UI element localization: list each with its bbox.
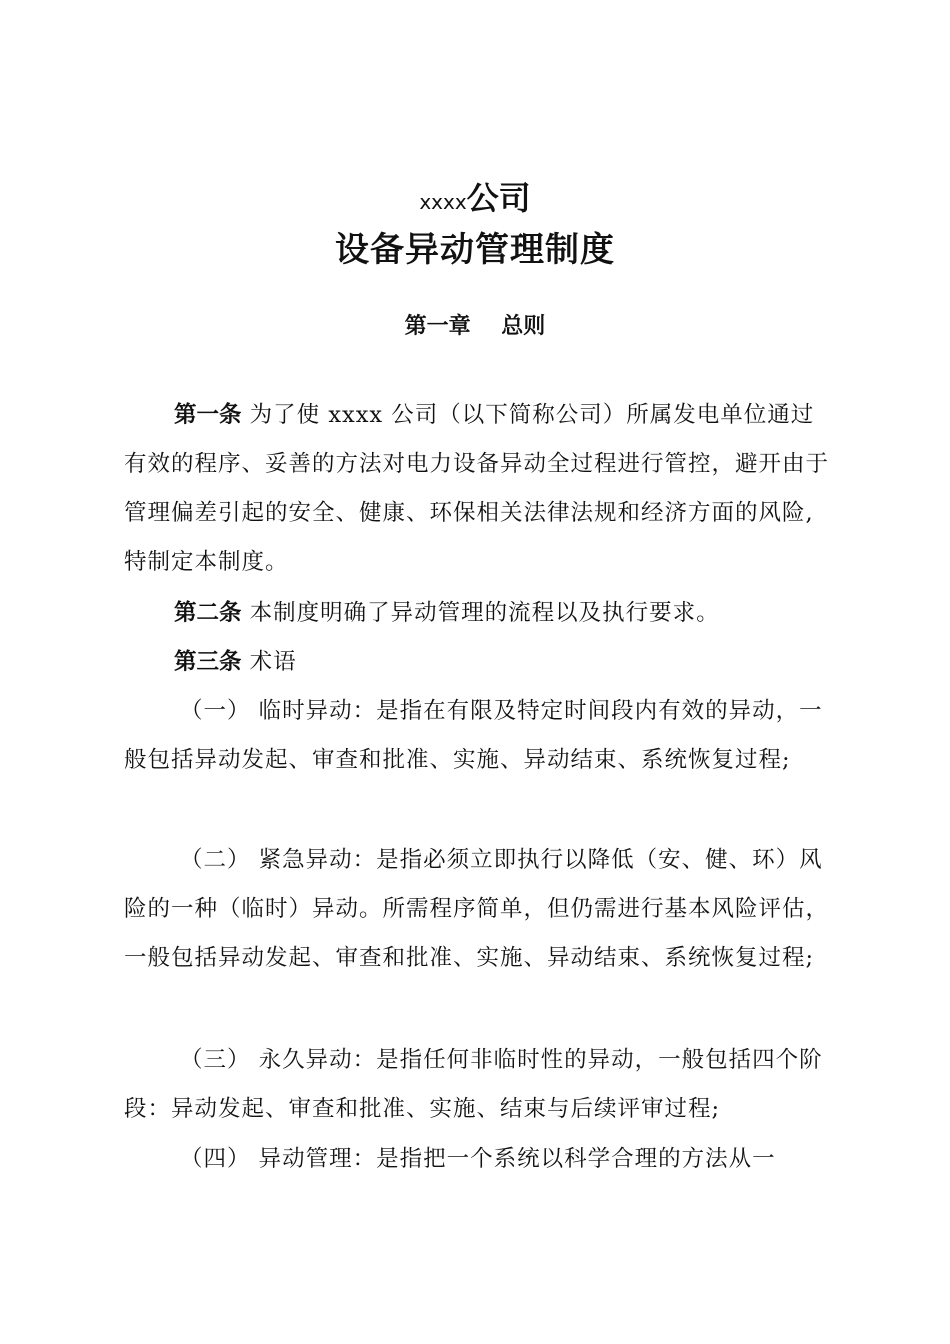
company-suffix: 公司: [466, 179, 531, 217]
article-3-text: 术语: [241, 648, 297, 675]
term-3: （三） 永久异动：是指任何非临时性的异动，一般包括四个阶段：异动发起、审查和批准、实施、结束与后续评审过程;: [124, 1046, 823, 1122]
article-1-lead: 第一条: [174, 401, 242, 428]
document-title: 设备异动管理制度: [335, 230, 615, 270]
article-2-lead: 第二条: [174, 599, 242, 626]
article-3-lead: 第三条: [174, 648, 242, 675]
article-1: [124, 391, 836, 587]
article-2: [124, 589, 836, 638]
article-3: [124, 638, 836, 687]
article-2-text: 本制度明确了异动管理的流程以及执行要求。: [241, 599, 720, 626]
company-title: [0, 178, 950, 222]
term-4: （四） 异动管理：是指把一个系统以科学合理的方法从一: [180, 1145, 776, 1172]
term-1: （一） 临时异动：是指在有限及特定时间段内有效的异动，一般包括异动发起、审查和批准、实施、异动结束、系统恢复过程;: [124, 697, 823, 773]
term-2: （二） 紧急异动：是指必须立即执行以降低（安、健、环）风险的一种（临时）异动。所需程序简单，但仍需进行基本风险评估，一般包括异动发起、审查和批准、实施、异动结束、系统恢复过程;: [124, 846, 830, 971]
company-prefix: xxxx: [419, 190, 467, 214]
article-1-text: 为了使 xxxx 公司（以下简称公司）所属发电单位通过有效的程序、妥善的方法对电力设备异动全过程进行管控，避开由于管理偏差引起的安全、健康、环保相关法律法规和经济方面的风险,特制定本制度。: [124, 401, 830, 575]
chapter-heading: 第一章 总则: [404, 314, 546, 339]
